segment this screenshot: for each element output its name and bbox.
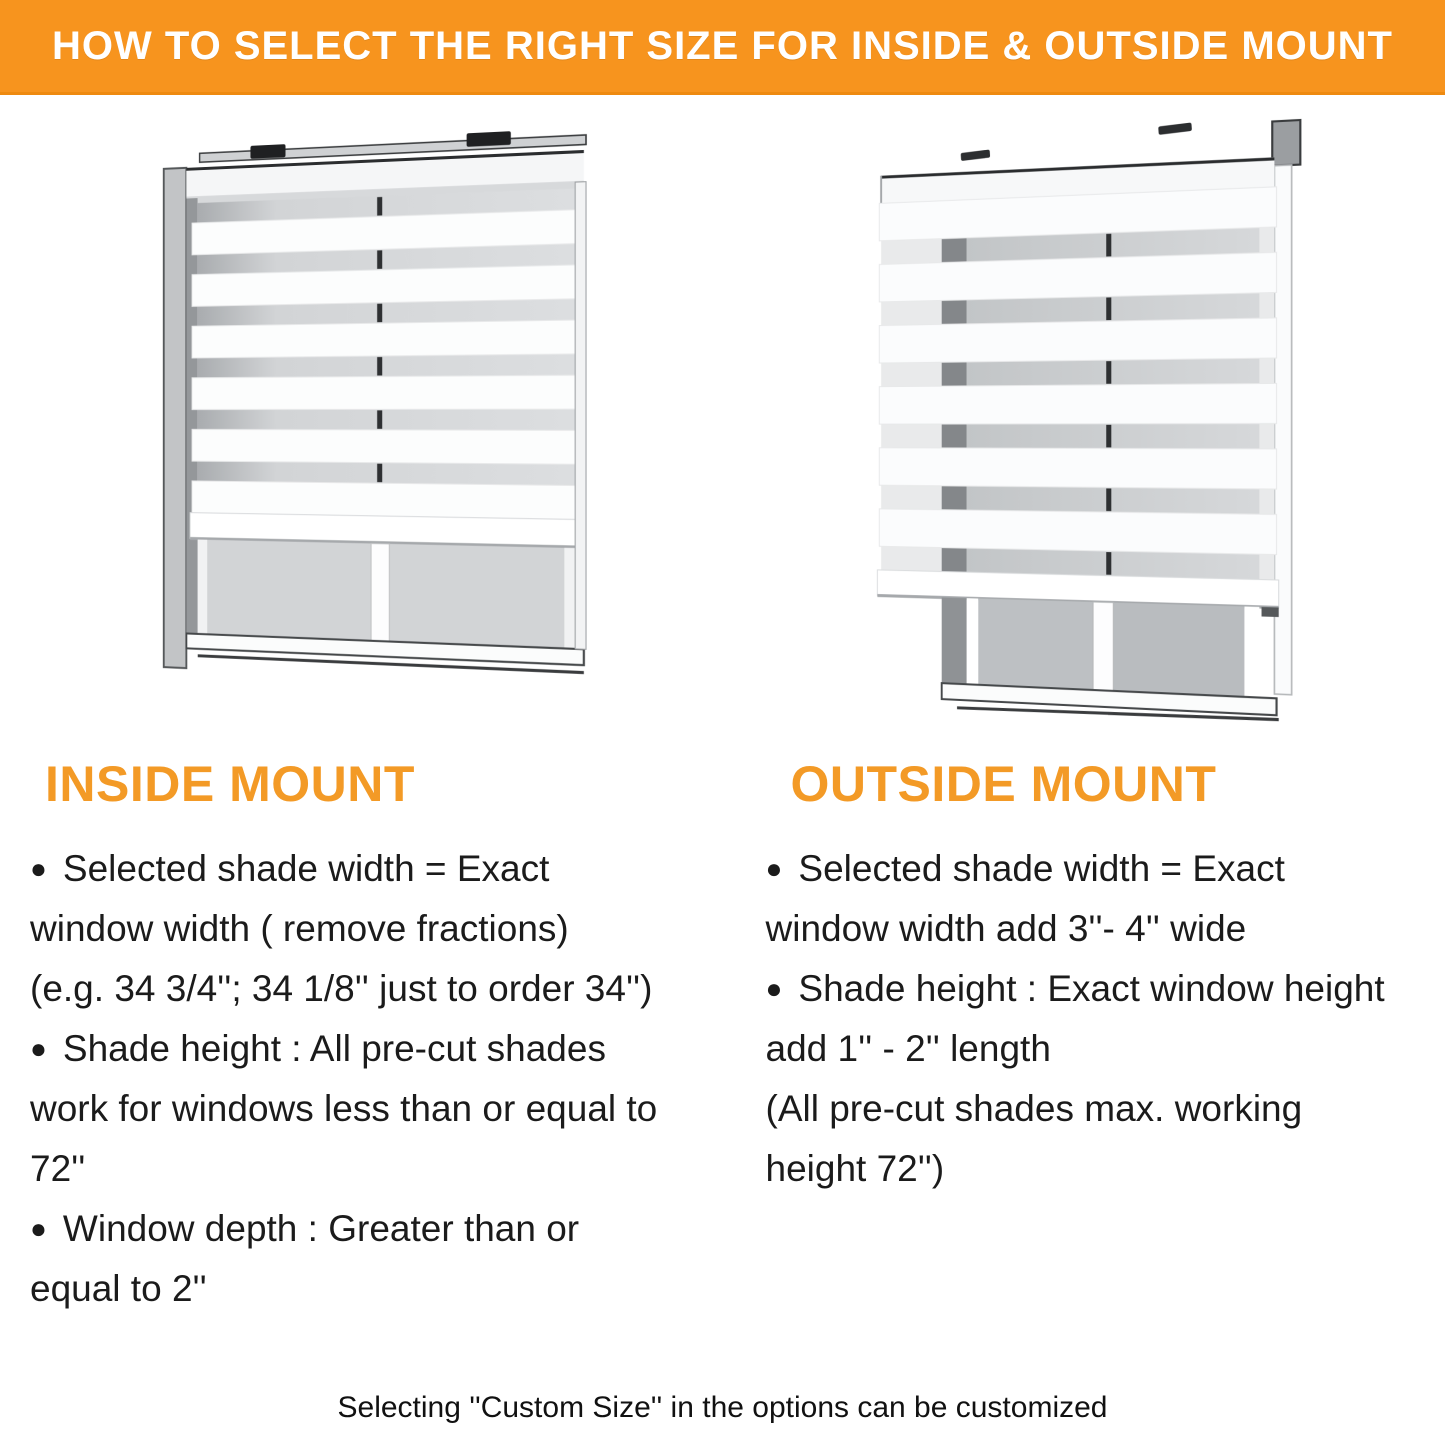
note-line: ● Shade height : All pre-cut shades	[30, 1019, 723, 1079]
note-line: (All pre-cut shades max. working	[765, 1088, 1303, 1129]
bullet-icon: ●	[765, 973, 783, 1004]
outside-mount-figure	[723, 95, 1445, 755]
note-line: ● Window depth : Greater than or	[30, 1199, 723, 1259]
note-line: ● Selected shade width = Exact	[766, 839, 1445, 899]
bullet-icon: ●	[30, 853, 47, 884]
note-line: height 72'')	[765, 1148, 945, 1189]
banner	[0, 0, 1445, 95]
bullet-icon: ●	[30, 1213, 47, 1244]
note-line: ● Shade height : Exact window height	[766, 959, 1445, 1019]
outside-mount-heading: OUTSIDE MOUNT	[790, 756, 1217, 812]
inside-mount-notes	[30, 839, 723, 1319]
inside-mount-heading: INSIDE MOUNT	[45, 756, 415, 812]
bullet-icon: ●	[765, 853, 783, 884]
banner-title: HOW TO SELECT THE RIGHT SIZE FOR INSIDE & OUTSIDE MOUNT	[52, 23, 1393, 68]
note-line: equal to 2''	[30, 1268, 207, 1309]
note-line: add 1'' - 2'' length	[765, 1028, 1051, 1069]
inside-mount-illustration	[143, 117, 597, 714]
bullet-icon: ●	[30, 1033, 47, 1064]
outside-mount-illustration	[866, 102, 1320, 762]
custom-size-note: Selecting ''Custom Size'' in the options can be customized	[337, 1391, 1108, 1424]
outside-mount-section	[723, 95, 1445, 1319]
note-line: work for windows less than or equal to	[30, 1088, 658, 1129]
note-line: 72''	[30, 1148, 86, 1189]
inside-mount-section	[0, 95, 723, 1319]
note-line: window width ( remove fractions)	[30, 908, 569, 949]
outside-mount-notes	[766, 839, 1445, 1199]
content-columns	[0, 95, 1445, 1319]
inside-mount-figure	[0, 95, 723, 755]
note-line: ● Selected shade width = Exact	[30, 839, 723, 899]
note-line: (e.g. 34 3/4''; 34 1/8'' just to order 34'')	[30, 968, 653, 1009]
note-line: window width add 3''- 4'' wide	[765, 908, 1247, 949]
